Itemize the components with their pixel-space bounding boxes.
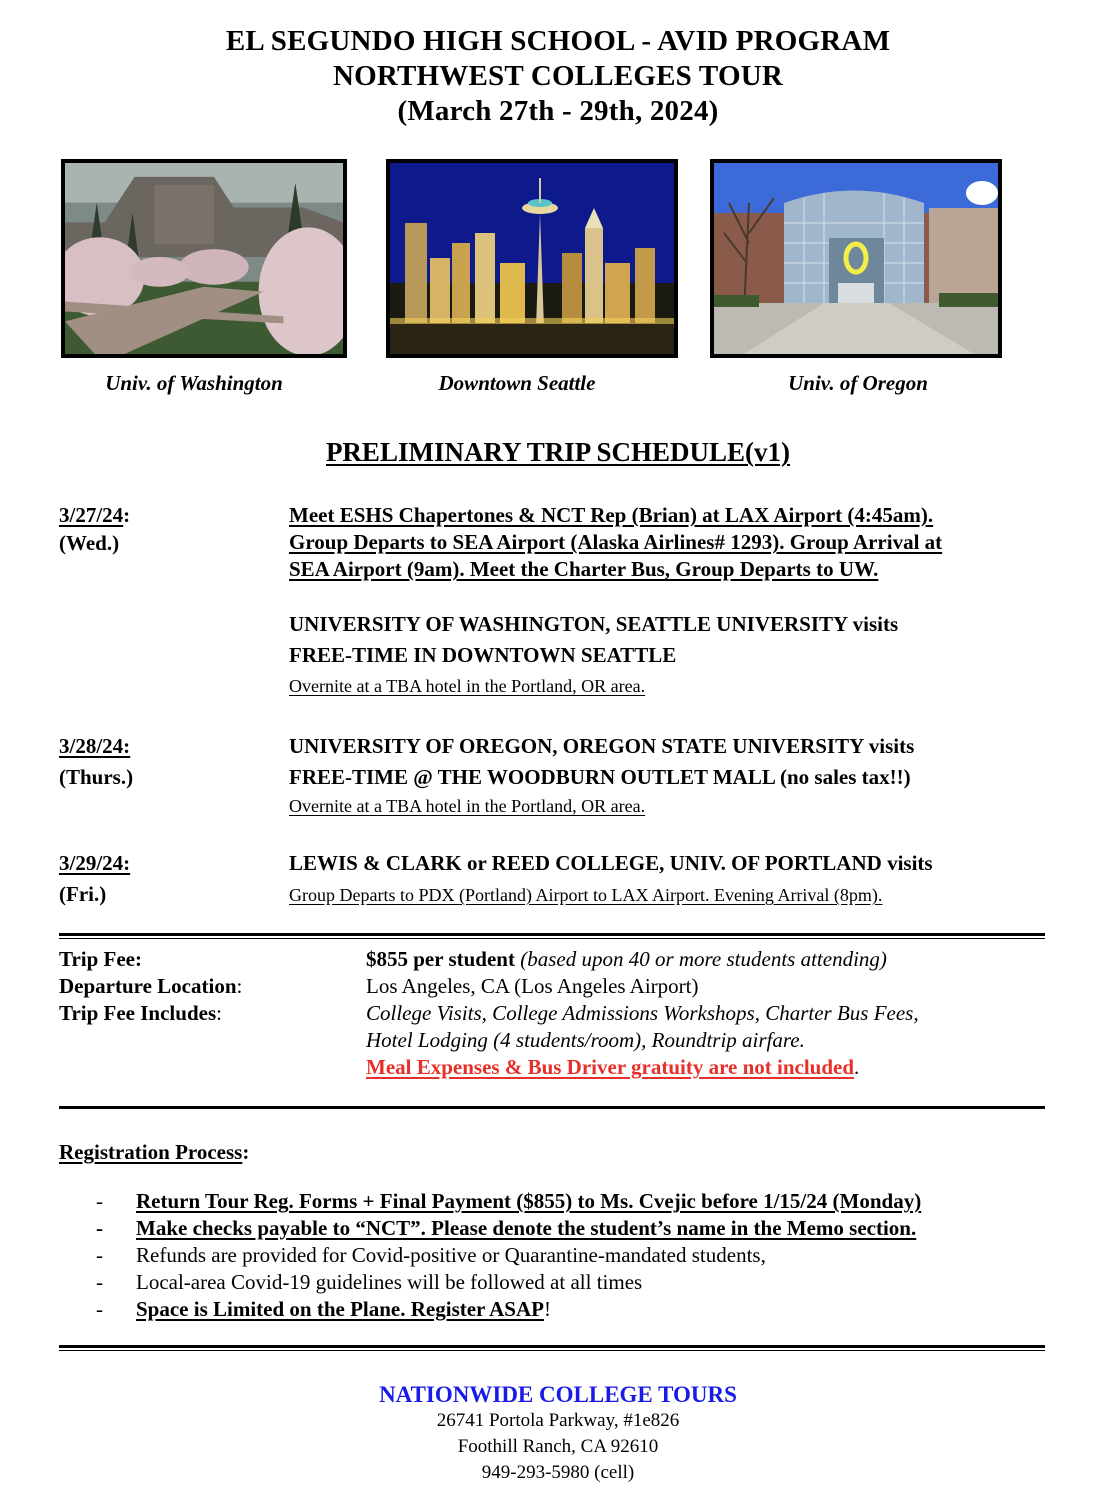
tour-company-contact	[0, 1381, 1096, 1486]
photo-univ-washington	[61, 159, 347, 358]
day1-date: 3/27/24:	[59, 503, 131, 527]
day2-overnight: Overnite at a TBA hotel in the Portland, OR area.	[289, 796, 646, 816]
caption-univ-oregon: Univ. of Oregon	[788, 371, 928, 395]
registration-heading: Registration Process:	[59, 1140, 250, 1164]
photo-downtown-seattle	[386, 159, 678, 358]
phone-number: 949-293-5980 (cell)	[481, 1462, 635, 1483]
registration-step: - Return Tour Reg. Forms + Final Payment ($855) to Ms. Cvejic before 1/15/24 (Monday)	[96, 1189, 922, 1213]
day2-activity-2: FREE-TIME @ THE WOODBURN OUTLET MALL (no sales tax!!)	[289, 765, 911, 789]
photo-univ-oregon	[710, 159, 1002, 358]
divider-thick	[59, 1106, 1045, 1109]
campus-quad-image	[65, 163, 343, 354]
day1-activity-2: FREE-TIME IN DOWNTOWN SEATTLE	[289, 643, 677, 667]
header-dates: (March 27th - 29th, 2024)	[397, 95, 719, 127]
header-tour-name: NORTHWEST COLLEGES TOUR	[332, 60, 783, 92]
day3-return-travel: Group Departs to PDX (Portland) Airport to LAX Airport. Evening Arrival (8pm).	[289, 885, 883, 905]
trip-fee-label: Trip Fee:	[59, 947, 142, 971]
header-school-program: EL SEGUNDO HIGH SCHOOL - AVID PROGRAM	[225, 25, 891, 57]
trip-fee-value: $855 per student (based upon 40 or more students attending)	[366, 947, 887, 971]
fee-includes-line-2: Hotel Lodging (4 students/room), Roundtrip airfare.	[366, 1028, 805, 1052]
day1-activity-1: UNIVERSITY OF WASHINGTON, SEATTLE UNIVERSITY visits	[289, 612, 899, 636]
departure-location-value: Los Angeles, CA (Los Angeles Airport)	[366, 974, 699, 998]
day3-activity-1: LEWIS & CLARK or REED COLLEGE, UNIV. OF PORTLAND visits	[289, 851, 933, 875]
fee-exclusion-notice: Meal Expenses & Bus Driver gratuity are not included.	[366, 1055, 860, 1079]
registration-step: - Local-area Covid-19 guidelines will be followed at all times	[96, 1270, 643, 1294]
caption-downtown-seattle: Downtown Seattle	[438, 371, 596, 395]
departure-location-label: Departure Location:	[59, 974, 243, 998]
day2-activity-1: UNIVERSITY OF OREGON, OREGON STATE UNIVERSITY visits	[289, 734, 915, 758]
day1-travel-line-2: Group Departs to SEA Airport (Alaska Airlines# 1293). Group Arrival at	[289, 530, 943, 554]
divider-double	[59, 933, 1045, 939]
schedule-title: PRELIMINARY TRIP SCHEDULE(v1)	[325, 437, 791, 467]
day3-weekday: (Fri.)	[59, 882, 107, 906]
caption-univ-washington: Univ. of Washington	[105, 371, 283, 395]
day1-weekday: (Wed.)	[59, 531, 120, 555]
day2-weekday: (Thurs.)	[59, 765, 134, 789]
seattle-skyline-image	[390, 163, 674, 354]
address-line-2: Foothill Ranch, CA 92610	[457, 1436, 659, 1457]
day3-date: 3/29/24:	[59, 851, 131, 875]
registration-steps	[96, 1188, 921, 1323]
fee-includes-label: Trip Fee Includes:	[59, 1001, 222, 1025]
oregon-building-image	[714, 163, 998, 354]
day1-travel-line-1: Meet ESHS Chapertones & NCT Rep (Brian) at LAX Airport (4:45am).	[289, 503, 934, 527]
day1-travel-line-3: SEA Airport (9am). Meet the Charter Bus, Group Departs to UW.	[289, 557, 879, 581]
fee-includes-line-1: College Visits, College Admissions Workshops, Charter Bus Fees,	[366, 1001, 919, 1025]
company-name: NATIONWIDE COLLEGE TOURS	[379, 1382, 737, 1407]
address-line-1: 26741 Portola Parkway, #1e826	[436, 1410, 680, 1431]
registration-step: - Space is Limited on the Plane. Register ASAP!	[96, 1297, 551, 1321]
day2-date: 3/28/24:	[59, 734, 131, 758]
day1-overnight: Overnite at a TBA hotel in the Portland, OR area.	[289, 676, 646, 696]
registration-step: - Make checks payable to “NCT”. Please denote the student’s name in the Memo section.	[96, 1216, 917, 1240]
registration-step: - Refunds are provided for Covid-positive or Quarantine-mandated students,	[96, 1243, 766, 1267]
document-header	[0, 24, 1096, 129]
divider-double-bottom	[59, 1345, 1045, 1351]
